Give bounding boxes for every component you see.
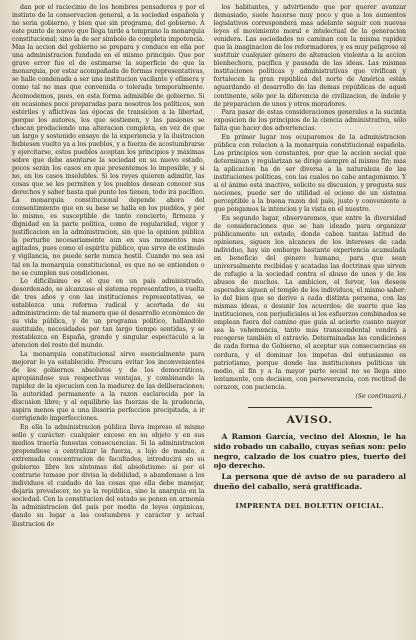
left-paragraph: dan por el raciocinio de los hombres pensadores y por el instinto de la conservacion general, a la sociedad española y no seria gobierno, y bien que sin programa, del gobierno. A este punto de nuevo que llega tarde a temprano la monarquia constitucional; sino la de ser símbolo de completa impotencia. Mas la accion del gobierno se prepara y conduce en ella por una administracion fundada en el mismo principio. Que por grave error fue el de estimarse la superficie de que la monarquia, por estar acompañada de formas representativas, se halle condenada a ser una institucion vacilante y efímera y como tal no mas que convenida o tolerada temporalmente. Acomodemos, pues, en esta forma admisible de gobierno. Si en ocasiones poco preparadas para nosotros los políticos, son estériles y aflictivas las épocas de transicion a la libertad, porque los autores, los que sostienen, y las pasiones se chocan produciendo una alteracion completa, en vez de que un largo y sostenido ensayo de la experiencia y la ilustracion hubiesen vuelto ya a los pueblos, y a fuerza de acostumbrarse y ejercitarse, estos pueblos aceptan los principios y máximas sobre que debe asentarse la sociedad en su nuevo estado, pocos serán los casos en que presentemos lo imposible, y si no, en los casos insolubles. Si los reyes quieren adimitir, las cosas que se les permiten y los pueblos desean conocer sus derechos y saber hasta qué punto los tienen, todo irá pacífico. La monarquia constitucional depende ahora del consentimiento que en su base se halla en los pueblos, y por lo mismo, es susceptible de tanto concierto, firmeza y dignidad en la parte política, como de regularidad, vigor y justificacion en la administracion, sin que la opinion pública la perturbe necesariamente aun en sus momentos mas agitados, pues como el espíritu público, que sirve de estímulo y vigilancia, no puede serle nunca hostil. Cuando no sea así tal en la monarquia constitucional, es que no se entienden o no se cumplen sus condiciones. bbox=[12, 4, 205, 277]
section-divider bbox=[248, 407, 373, 408]
right-paragraph: En segundo lugar, observaremos, que entre la diversidad de consideraciones que se han ideado para organizar públicamente un estado, donde caben tantas latitud de opiniones, siguen los alcances de los intereses de cada individuo, hay sin embargo bastante experiencia acumulada en beneficio del género humano, para que sean universalmente recibidas y acatadas las doctrinas que sirven de refugio a la sociedad contra el abuso de unos y de los abusos de muchos. La ambicion, el fervor, los deseos esperados siguen el templo de los individuos, el mismo saber: lo del bien que se derive a cada distinta persona, con las mismas ideas, o desunir los acuerdos; de suerte que las instituciones, con perjudiciales si los esfuerzos combinados se emplean fuera del camino que guía al acierto cuanto mayor sea la vehemencia, tanto más transcendental vendrá a recogerse también el extravío. Determinadas las condiciones de cada forma de Gobierno, el aceptar sus consecuencias es cordura, y el dominar los ímpetus del entusiasmo es patriotismo, porque donde las instituciones políticas un medio, al fin y a la mayor parte social no se llega sino lentamente, con decision, con perseverancia, con rectitud de corazon, con paciencia. bbox=[213, 214, 406, 391]
left-paragraph: En ella la administracion pública lleva impreso el mismo sello y carácter: cualquier exceso en su objeto y en sus medios traería funestas consecuencias. Si la administracion propendiese a centralizar la fuerza, a lujo de mando, a extremada concentracion de facultades, introducirá en su gobierno libre los síntomas del absolutismo: si por el contrario tomase por divisa la debilidad, o abandonase a los individuos el cuidado de las cosas que ella debe manejar, dejaria prevalecer, no ya la república, sino la anarquia en la sociedad. Con la constitucion del estado se ponen en armonía la administracion del país por medio de leyes orgánicas, dando su lugar a las costumbres y carácter y actual ilustracion de bbox=[12, 423, 205, 528]
notice-paragraph: A Ramon García, vecino del Alosno, le ha sido robado un caballo, cuyas señas son: pelo negro, calzado de los cuatro pies, tuerto del ojo derecho. bbox=[213, 431, 406, 471]
notice-title: AVISO. bbox=[286, 413, 333, 426]
printer-imprint: IMPRENTA DEL BOLETIN OFICIAL. bbox=[235, 501, 384, 510]
left-paragraph: La monarquia constitucional sirve esencialmente para mejorar lo ya establecido. Procura evitar los inconvenientes de los gobiernos absolutos y de los democráticos, apropiándose sus respectivas ventajas, y combinando la rapidez de la ejecucion con la madurez de las deliberaciones; la autoridad permanente a la razon esclarecida por la discusion libre; y al equilibrio las fuerzas de la prudencia, aspira menos que a una ilusoria perfeccion precipitada, a ir corrigiendo imperfecciones. bbox=[12, 351, 205, 423]
right-paragraph: En primer lugar nos ocuparemos de la administracion pública con relacion a la monarquia constitucional española. Los principios son constantes, por que la accion social que determinan y regularizan se dirige siempre al mismo fin; mas la aplicacion ha de ser diversa a la naturaleza de las instituciones políticas, con las cuales no cabe antagonismo. Y si el ánimo está inactivo, solicito su discusion, y pregusta sus nociones, puede ser de utilidad el ocioso de un sistema perceptible a la buena razon del país, justo y conveniente a que pongamos la intencion y la vista en el nuestro. bbox=[213, 133, 406, 214]
left-paragraph: Lo dificilisimo es el que en un país administrado, desordenado, se alcanzase el sistema representativo, a vuelta de tres años y con las instituciones representativas, se establezca una reforma radical y acertada de su administracion: de tal manera que el desarrollo económico de su vida pública, y de un programa político, hallándolo sustituido, necesidades por tan largo tiempo sentidas, y se restablezca en España, grande y singular espectáculo a la atencion del resto del mundo. bbox=[12, 278, 205, 350]
left-column bbox=[12, 4, 205, 614]
continue-note: (Se continuará.) bbox=[355, 392, 406, 400]
text-columns bbox=[12, 4, 406, 614]
right-column bbox=[214, 4, 407, 614]
right-paragraph: Para pasar de estas consideraciones generales a la sucinta exposicion de los principios de la ciencia administrativa, sólo falta que hacer dos advertencias. bbox=[213, 109, 406, 133]
notice-paragraph: La persona que dé aviso de su paradero al dueño del caballo, será gratificada. bbox=[213, 471, 406, 491]
right-paragraph: los habitantes, y advirtiendo que por querer avanzar demasiado, suele hacerse muy poco y que a los aumentos legislativos corresponderá mas adelante seguir con nuevas leyes el movimiento moral e intelectual de la generacion venidera. Las sociedades no caminan con la misma rapidez que la imaginacion de los reformadores, y es muy peligroso el sustituir cualquier género de alteracion violenta a la accion bienhechora, pacífica y pausada de las ideas. Las mismas instituciones políticas y administrativas que vivifican y fortalecen la gran república del norte de América están aguardando el desarrollo de las demas repúblicas de aquel continente, sólo por la diferencia de civilizacion, de índole y de preparacion de unos y otros moradores. bbox=[213, 4, 406, 108]
